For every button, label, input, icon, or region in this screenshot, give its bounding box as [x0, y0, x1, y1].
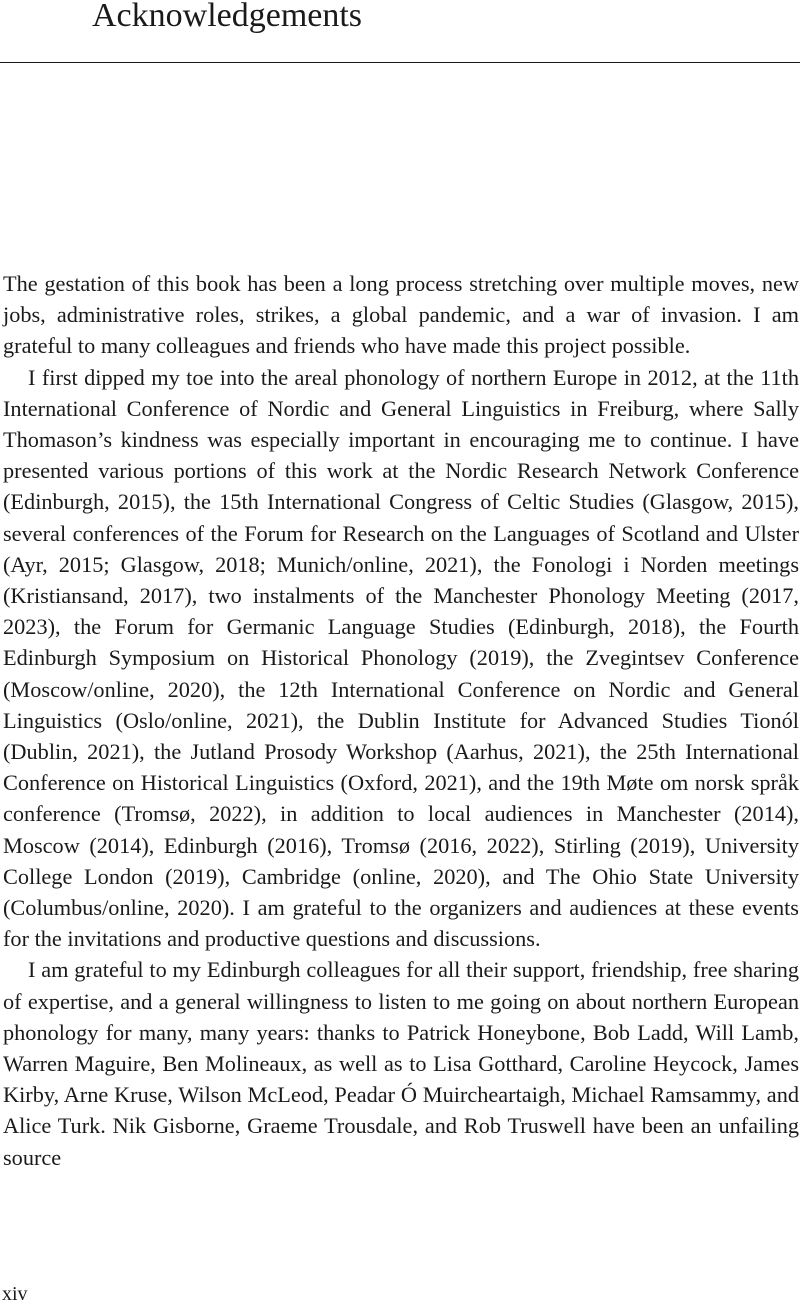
paragraph-colleagues: I am grateful to my Edinburgh colleagues for all their support, friendship, free sharing of expertise, and a general willingness to listen to me going on about northern European phonology for many, many years: thanks to Patrick Honeybone, Bob Ladd, Will Lamb, Warren Maguire, Ben Molineaux, as well as to Lisa Gotthard, Caroline Heycock, James Kirby, Arne Kruse, Wilson McLeod, Peadar Ó Muircheartaigh, Michael Ramsammy, and Alice Turk. Nik Gisborne, Graeme Trousdale, and Rob Truswell have been an unfailing source: [3, 957, 799, 1170]
paragraph-presentations: I first dipped my toe into the areal phonology of northern Europe in 2012, at the 11th International Conference of Nordic and General Linguistics in Freiburg, where Sally Thomason’s kindness was especially important in encouraging me to continue. I have presented various portions of this work at the Nordic Research Network Conference (Edinburgh, 2015), the 15th International Congress of Celtic Studies (Glasgow, 2015), several conferences of the Forum for Research on the Languages of Scotland and Ulster (Ayr, 2015; Glasgow, 2018; Munich/online, 2021), the Fonologi i Norden meetings (Kristiansand, 2017), two instalments of the Manchester Phonology Meeting (2017, 2023), the Forum for Germanic Language Studies (Edinburgh, 2018), the Fourth Edinburgh Symposium on Historical Phonology (2019), the Zvegintsev Conference (Moscow/online, 2020), the 12th International Conference on Nordic and General Linguistics (Oslo/online, 2021), the Dublin Institute for Advanced Studies Tionól (Dublin, 2021), the Jutland Prosody Workshop (Aarhus, 2021), the 25th International Conference on Historical Linguistics (Oxford, 2021), and the 19th Møte om norsk språk conference (Tromsø, 2022), in addition to local audiences in Manchester (2014), Moscow (2014), Edinburgh (2016), Tromsø (2016, 2022), Stirling (2019), University College London (2019), Cambridge (online, 2020), and The Ohio State University (Columbus/online, 2020). I am grateful to the organizers and audiences at these events for the invitations and productive questions and discussions.: [3, 364, 799, 952]
chapter-title: Acknowledgements: [92, 0, 363, 34]
title-rule: [0, 62, 800, 63]
paragraph-intro: The gestation of this book has been a long process stretching over multiple moves, new jobs, administrative roles, strikes, a global pandemic, and a war of invasion. I am grateful to many colleagues and friends who have made this project possible.: [3, 271, 799, 359]
body-text: [3, 268, 799, 1173]
page-number: xiv: [2, 1283, 28, 1305]
